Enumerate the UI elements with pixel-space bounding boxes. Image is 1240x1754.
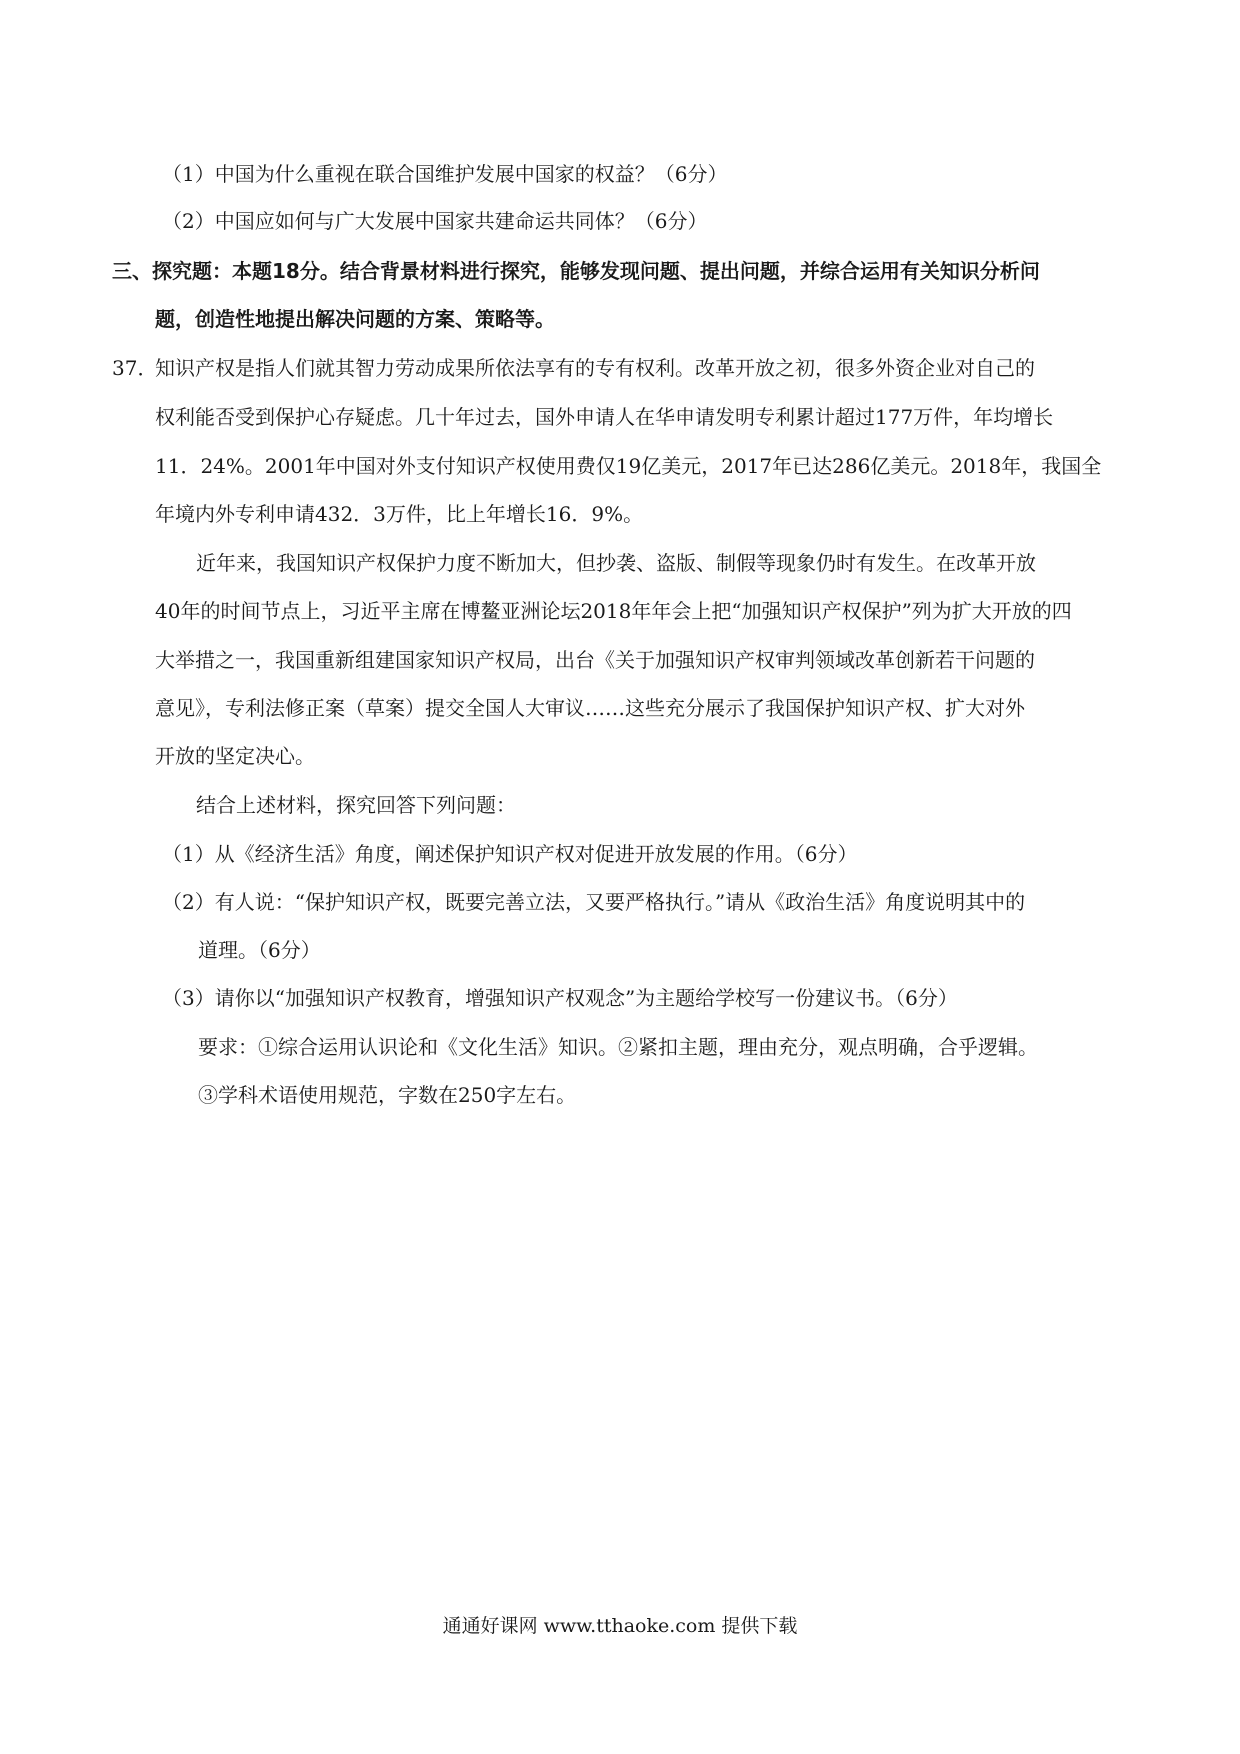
prev-question-sub2: （2）中国应如何与广大发展中国家共建命运共同体？（6分） — [162, 209, 708, 233]
q37-para1-line2: 权利能否受到保护心存疑虑。几十年过去，国外申请人在华申请发明专利累计超过177万件，年均增长 — [155, 405, 1054, 429]
q37-para1-line4: 年境内外专利申请432．3万件，比上年增长16．9%。 — [155, 502, 644, 526]
q37-para1-line1: 知识产权是指人们就其智力劳动成果所依法享有的专有权利。改革开放之初，很多外资企业对自己的 — [155, 356, 1035, 380]
q37-prompt: 结合上述材料，探究回答下列问题： — [196, 793, 516, 817]
q37-para1-line3: 11．24%。2001年中国对外支付知识产权使用费仅19亿美元，2017年已达286亿美元。2018年，我国全 — [155, 454, 1102, 478]
q37-para2-line1: 近年来，我国知识产权保护力度不断加大，但抄袭、盗版、制假等现象仍时有发生。在改革开放 — [196, 551, 1036, 575]
prev-question-sub1: （1）中国为什么重视在联合国维护发展中国家的权益？（6分） — [162, 162, 728, 186]
q37-sub2-line2: 道理。（6分） — [198, 938, 321, 962]
q37-para2-line5: 开放的坚定决心。 — [155, 744, 315, 768]
q37-para2-line4: 意见》，专利法修正案（草案）提交全国人大审议……这些充分展示了我国保护知识产权、扩大对外 — [155, 696, 1025, 720]
q37-sub1: （1）从《经济生活》角度，阐述保护知识产权对促进开放发展的作用。（6分） — [162, 842, 858, 866]
q37-requirements-line1: 要求：①综合运用认识论和《文化生活》知识。②紧扣主题，理由充分，观点明确，合乎逻辑。 — [198, 1035, 1038, 1059]
q37-sub3: （3）请你以“加强知识产权教育，增强知识产权观念”为主题给学校写一份建议书。（6分） — [162, 986, 958, 1010]
q37-para2-line3: 大举措之一，我国重新组建国家知识产权局，出台《关于加强知识产权审判领域改革创新若干问题的 — [155, 648, 1035, 672]
q37-sub2-line1: （2）有人说：“保护知识产权，既要完善立法，又要严格执行。”请从《政治生活》角度说明其中的 — [162, 890, 1026, 914]
page-footer: 通通好课网 www.tthaoke.com 提供下载 — [442, 1615, 798, 1637]
section3-heading-line2: 题，创造性地提出解决问题的方案、策略等。 — [155, 307, 555, 331]
q37-para2-line2: 40年的时间节点上，习近平主席在博鳌亚洲论坛2018年年会上把“加强知识产权保护”列为扩大开放的四 — [155, 599, 1072, 623]
q37-requirements-line2: ③学科术语使用规范，字数在250字左右。 — [198, 1083, 577, 1107]
question-number: 37． — [112, 356, 158, 380]
section3-heading-line1: 三、探究题：本题18分。结合背景材料进行探究，能够发现问题、提出问题，并综合运用有关知识分析问 — [112, 259, 1040, 283]
